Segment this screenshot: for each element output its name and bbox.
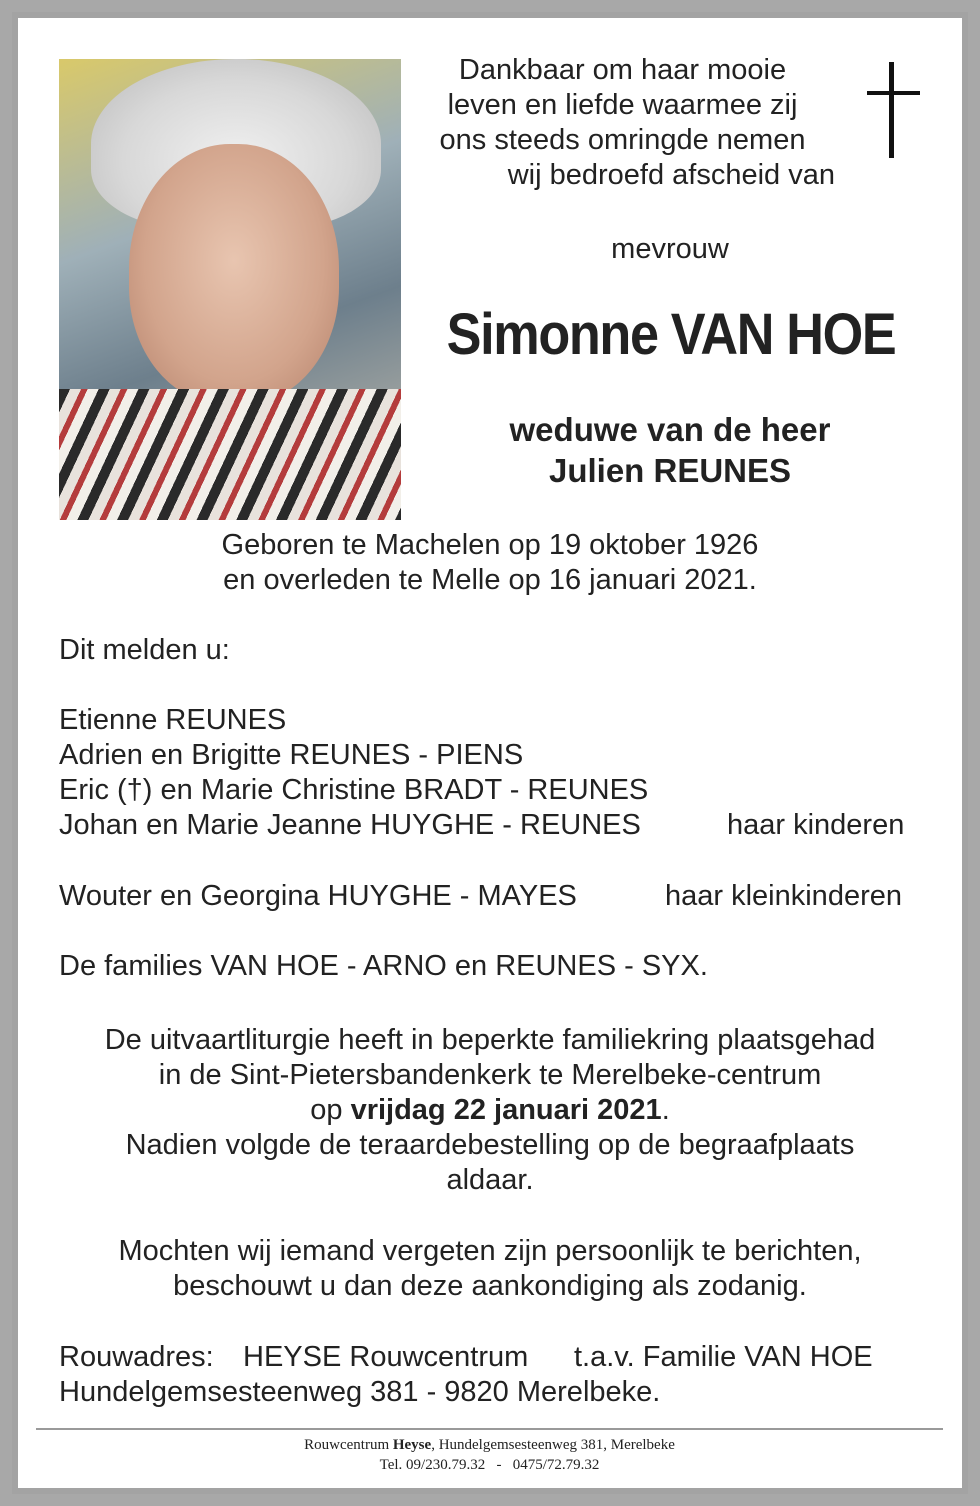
- portrait-photo: [59, 59, 401, 520]
- closing-note: Mochten wij iemand vergeten zijn persoonlijk te berichten, beschouwt u dan deze aankondiging als zodanig.: [118, 1235, 862, 1302]
- address-label: Rouwadres:: [59, 1341, 214, 1373]
- grandchildren: Wouter en Georgina HUYGHE - MAYES: [59, 880, 577, 912]
- footer-address: Rouwcentrum Heyse, Hundelgemsesteenweg 381, Merelbeke: [304, 1437, 675, 1453]
- children-label: haar kinderen: [727, 809, 905, 841]
- list-item: Adrien en Brigitte REUNES - PIENS: [59, 739, 524, 771]
- cross-icon-bar: [867, 91, 920, 95]
- footer-divider: [36, 1428, 943, 1430]
- salutation: mevrouw: [611, 233, 729, 265]
- address-street: Hundelgemsesteenweg 381 - 9820 Merelbeke.: [59, 1376, 661, 1408]
- birth-death-dates: Geboren te Machelen op 19 oktober 1926 en overleden te Melle op 16 januari 2021.: [221, 529, 759, 596]
- list-item: Eric (†) en Marie Christine BRADT - REUNES: [59, 774, 649, 806]
- list-item: Etienne REUNES: [59, 704, 287, 736]
- list-item: Johan en Marie Jeanne HUYGHE - REUNES: [59, 809, 641, 841]
- grandchildren-label: haar kleinkinderen: [665, 880, 902, 912]
- families: De families VAN HOE - ARNO en REUNES - SYX.: [59, 950, 708, 982]
- footer-phone: Tel. 09/230.79.32 - 0475/72.79.32: [379, 1457, 600, 1473]
- address-name: HEYSE Rouwcentrum: [243, 1341, 529, 1373]
- widow-of: weduwe van de heer Julien REUNES: [509, 411, 831, 489]
- service-details: De uitvaartliturgie heeft in beperkte familiekring plaatsgehad in de Sint-Pietersbandenkerk te Merelbeke-centrum op vrijdag 22 januari 2021. Nadien volgde de teraardebestelling op de begraafplaats aldaar.: [104, 1024, 876, 1196]
- deceased-name: Simonne VAN HOE: [446, 302, 896, 367]
- cross-icon: [889, 62, 894, 158]
- address-attn: t.a.v. Familie VAN HOE: [574, 1341, 873, 1373]
- children-list: [59, 703, 648, 843]
- announce-text: Dit melden u:: [59, 634, 230, 666]
- service-date: vrijdag 22 januari 2021: [350, 1094, 662, 1126]
- intro-text: Dankbaar om haar mooie leven en liefde waarmee zij ons steeds omringde nemen wij bedroefd afscheid van: [439, 54, 835, 191]
